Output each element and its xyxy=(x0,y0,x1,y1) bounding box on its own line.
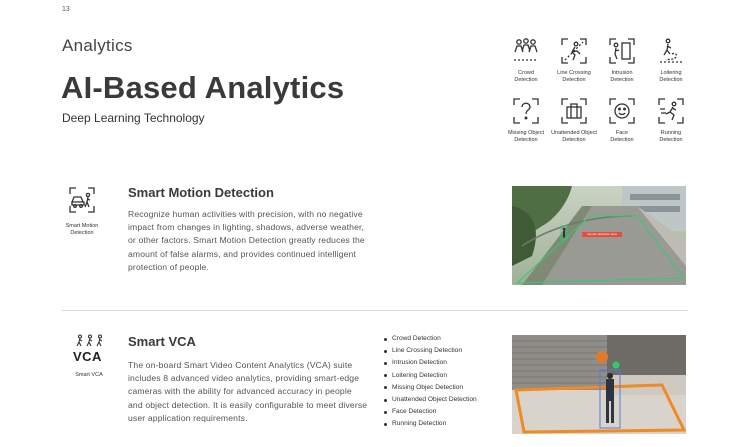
list-item: Loitering Detection xyxy=(384,370,477,382)
unattended-object-icon xyxy=(559,96,589,126)
vca-icon-text: VCA xyxy=(73,349,102,364)
analytics-item-label: Unattended Object Detection xyxy=(551,130,597,143)
analytics-item-label: Face Detection xyxy=(610,130,634,143)
intrusion-icon xyxy=(607,36,637,66)
analytics-item-running xyxy=(643,96,699,144)
car-person-icon xyxy=(67,185,97,215)
smart-vca-icon-label: Smart VCA xyxy=(75,372,103,378)
analytics-item-face xyxy=(594,96,650,144)
loitering-icon xyxy=(656,36,686,66)
section-label: Analytics xyxy=(62,36,133,55)
vca-feature-list xyxy=(384,333,477,431)
page-subtitle: Deep Learning Technology xyxy=(62,111,205,125)
page-title: AI-Based Analytics xyxy=(61,70,345,105)
vca-icon xyxy=(74,334,106,348)
running-icon xyxy=(656,96,686,126)
page-number: 13 xyxy=(62,6,70,13)
list-item: Unattended Object Detection xyxy=(384,394,477,406)
analytics-item-label: Line Crossing Detection xyxy=(557,70,591,83)
list-item: Line Crossing Detection xyxy=(384,345,477,357)
analytics-item-label: Loitering Detection xyxy=(659,70,683,83)
list-item: Missing Objec Detection xyxy=(384,382,477,394)
line-crossing-icon xyxy=(559,36,589,66)
smart-motion-description: Recognize human activities with precision, with no negative impact from changes in lighting, shadows, adverse weather, or other factors. Smart Motion Detection greatly reduces the amount of false alarms, and provides continued intelligent protection of people. xyxy=(128,209,365,272)
smart-motion-photo xyxy=(512,186,686,285)
smart-vca-title: Smart VCA xyxy=(128,334,196,349)
smart-motion-title: Smart Motion Detection xyxy=(128,185,274,200)
list-item: Running Detection xyxy=(384,418,477,430)
section-divider xyxy=(62,310,688,311)
list-item: Face Detection xyxy=(384,406,477,418)
analytics-item-intrusion xyxy=(594,36,650,84)
crowd-icon xyxy=(511,36,541,66)
analytics-item-label: Missing Object Detection xyxy=(507,130,545,143)
smart-motion-icon-label: Smart Motion Detection xyxy=(65,223,99,236)
missing-object-icon xyxy=(511,96,541,126)
analytics-item-label: Crowd Detection xyxy=(514,70,538,83)
analytics-item-loitering xyxy=(643,36,699,84)
list-item: Crowd Detection xyxy=(384,333,477,345)
list-item: Intrusion Detection xyxy=(384,357,477,369)
smart-vca-description: The on-board Smart Video Content Analytics (VCA) suite includes 8 advanced video analytics, providing smart-edge cameras with the ability for advanced accuracy in people and object detection. It is easily configurable to meet diverse user application requirements. xyxy=(128,360,368,423)
analytics-item-label: Running Detection xyxy=(659,130,683,143)
analytics-item-label: Intrusion Detection xyxy=(610,70,634,83)
face-icon xyxy=(607,96,637,126)
detection-tag: Human detection area xyxy=(587,232,617,236)
smart-vca-photo xyxy=(512,335,686,434)
